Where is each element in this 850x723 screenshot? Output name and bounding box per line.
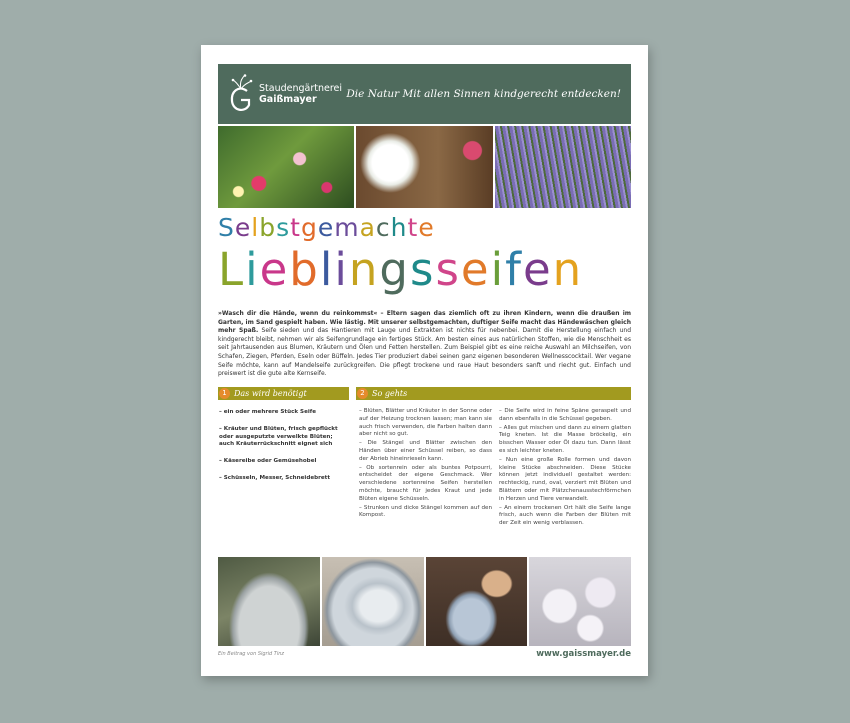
title-letter: e	[234, 213, 252, 242]
title-letter: t	[290, 213, 301, 242]
title-line-2	[218, 242, 631, 298]
section-steps-header	[356, 387, 631, 400]
list-item: – Die Seife wird in feine Späne geraspelt und dann ebenfalls in die Schüssel gegeben.	[499, 408, 631, 422]
brand-line1: Staudengärtnerei	[259, 83, 343, 94]
title-letter: S	[218, 213, 235, 242]
title-letter: s	[276, 213, 291, 242]
intro-text	[218, 310, 631, 379]
website-url[interactable]: www.gaissmayer.de	[536, 649, 631, 659]
title-letter: e	[418, 213, 435, 242]
bottom-photo-strip	[218, 557, 631, 646]
section-need-header	[218, 387, 349, 400]
title-letter: n	[348, 243, 380, 296]
list-item: – An einem trockenen Ort hält die Seife lange frisch, auch wenn die Farben der Blüten mit der Zeit ein wenig verblassen.	[499, 504, 631, 527]
title-letter: i	[245, 243, 260, 296]
list-item: – Alles gut mischen und dann zu einem glatten Teig kneten. Ist die Masse bröckelig, ein bisschen Wasser oder Öl dazu tun. Dann lässt es sich leichter kneten.	[499, 424, 631, 454]
section-need-title: Das wird benötigt	[234, 389, 307, 398]
title-line-1	[218, 213, 631, 243]
section-headers	[218, 387, 631, 400]
title-letter: c	[375, 213, 391, 242]
top-photo-strip	[218, 126, 631, 208]
title-letter: e	[522, 243, 553, 296]
intro-lead: »Wasch dir die Hände, wenn du reinkommst« – Eltern sagen das ziemlich oft zu ihren Kindern, wenn die draußen im Garten, im Sand gespielt haben. Wie lästig. Mit unserer selbstgemachten, duftiger Seife macht das Händewäschen gleich mehr Spaß.	[218, 310, 631, 335]
list-item: – Strunken und dicke Stängel kommen auf den Kompost.	[359, 504, 492, 519]
list-item: – Nun eine große Rolle formen und davon kleine Stücke abschneiden. Diese Stücke können jetzt individuell gestaltet werden: rechteckig, rund, oval, verziert mit Blüten und Blättern oder mit Plätzchenausstechförmchen in Herzen und Tiere verwandelt.	[499, 456, 631, 502]
title-letter: h	[390, 213, 408, 242]
brand-logo	[227, 73, 342, 115]
title-letter: g	[300, 213, 318, 242]
title-letter: b	[289, 243, 320, 296]
title-letter: e	[259, 243, 290, 296]
flower-bed-photo	[218, 126, 354, 208]
title-letter: e	[317, 213, 335, 242]
title-letter: l	[319, 243, 335, 296]
intro-body: Seife sieden und das Hantieren mit Lauge und Extrakten ist nichts für nebenbei. Damit die Herstellung einfach und kindgerecht bleibt, nehmen wir als Seifengrundlage ein fertiges Stück. Am besten eines aus natürlichen Stoffen, wie die Menschheit es seit Jahrtausenden aus Blumen, Kräutern und Ölen und Fetten herstellen. Zum Beispiel gibt es eine reiche Auswahl an Milchseifen, von Schafen, Ziegen, Pferden, Eseln oder Büffeln. Jedes Tier produziert dabei seinen ganz eigenen besonderen Wellnesscocktail. Wer vegane Seife möchte, kann auf Mandelseife zurückgreifen. Die pflegt trockene und raue Haut besonders sanft und riecht gut. Einfach und preiswert ist die gute alte Kernseife.	[218, 327, 631, 378]
title-letter: m	[334, 213, 360, 242]
list-item: – ein oder mehrere Stück Seife	[219, 409, 317, 415]
list-item: – Schüsseln, Messer, Schneidebrett	[219, 474, 331, 481]
kneading-bowl-photo	[322, 557, 424, 646]
title-letter: l	[251, 213, 260, 242]
steps-column-2	[499, 408, 631, 529]
needs-list	[219, 409, 347, 492]
shaping-soap-photo	[426, 557, 528, 646]
list-item: – Blüten, Blätter und Kräuter in der Sonne oder auf der Heizung trocknen lassen; man kann sie auch frisch verwenden, die Farben halten dann aber nicht so gut.	[359, 408, 492, 438]
title-letter: f	[505, 243, 523, 296]
title-letter: n	[552, 243, 584, 296]
list-item: – Kräuter und Blüten, frisch gepflückt oder ausgeputzte verwelkte Blüten; auch Kräuterrückschnitt eignet sich	[219, 425, 338, 448]
flyer-page	[201, 45, 648, 676]
title-letter: g	[379, 243, 410, 296]
list-item: – Die Stängel und Blätter zwischen den Händen über einer Schüssel reiben, so dass der Abrieb hineinrieseln kann.	[359, 440, 492, 462]
lavender-photo	[495, 126, 631, 208]
title-letter: s	[435, 243, 461, 296]
steps-column-1	[359, 408, 492, 521]
section-need-number: 1	[219, 388, 230, 399]
slogan: Die Natur Mit allen Sinnen kindgerecht entdecken!	[346, 88, 621, 100]
author-credit: Ein Beitrag von Sigrid Tinz	[218, 651, 285, 657]
leaf-g-logo-icon	[227, 73, 255, 115]
brand-line2: Gaißmayer	[259, 94, 317, 105]
title-letter: b	[259, 213, 277, 242]
title-letter: L	[218, 243, 246, 296]
soap-shavings-photo	[356, 126, 492, 208]
section-steps-number: 2	[357, 388, 368, 399]
title-letter: s	[410, 243, 436, 296]
title-letter: e	[460, 243, 491, 296]
list-item: – Käsereibe oder Gemüsehobel	[219, 458, 317, 465]
finished-soaps-photo	[529, 557, 631, 646]
title-letter: t	[407, 213, 419, 242]
section-steps-title: So gehts	[372, 389, 408, 398]
list-item: – Ob sortenrein oder als buntes Potpourri, entscheidet der eigene Geschmack. Wer verschiedene sortenreine Seifen herstellen möchte, braucht für jedes Kraut und jede Blüten eigene Schüsseln.	[359, 464, 492, 502]
grating-soap-photo	[218, 557, 320, 646]
title-letter: i	[334, 243, 349, 296]
title-letter: i	[490, 243, 506, 296]
header-banner	[218, 64, 631, 124]
title-letter: a	[359, 213, 376, 242]
